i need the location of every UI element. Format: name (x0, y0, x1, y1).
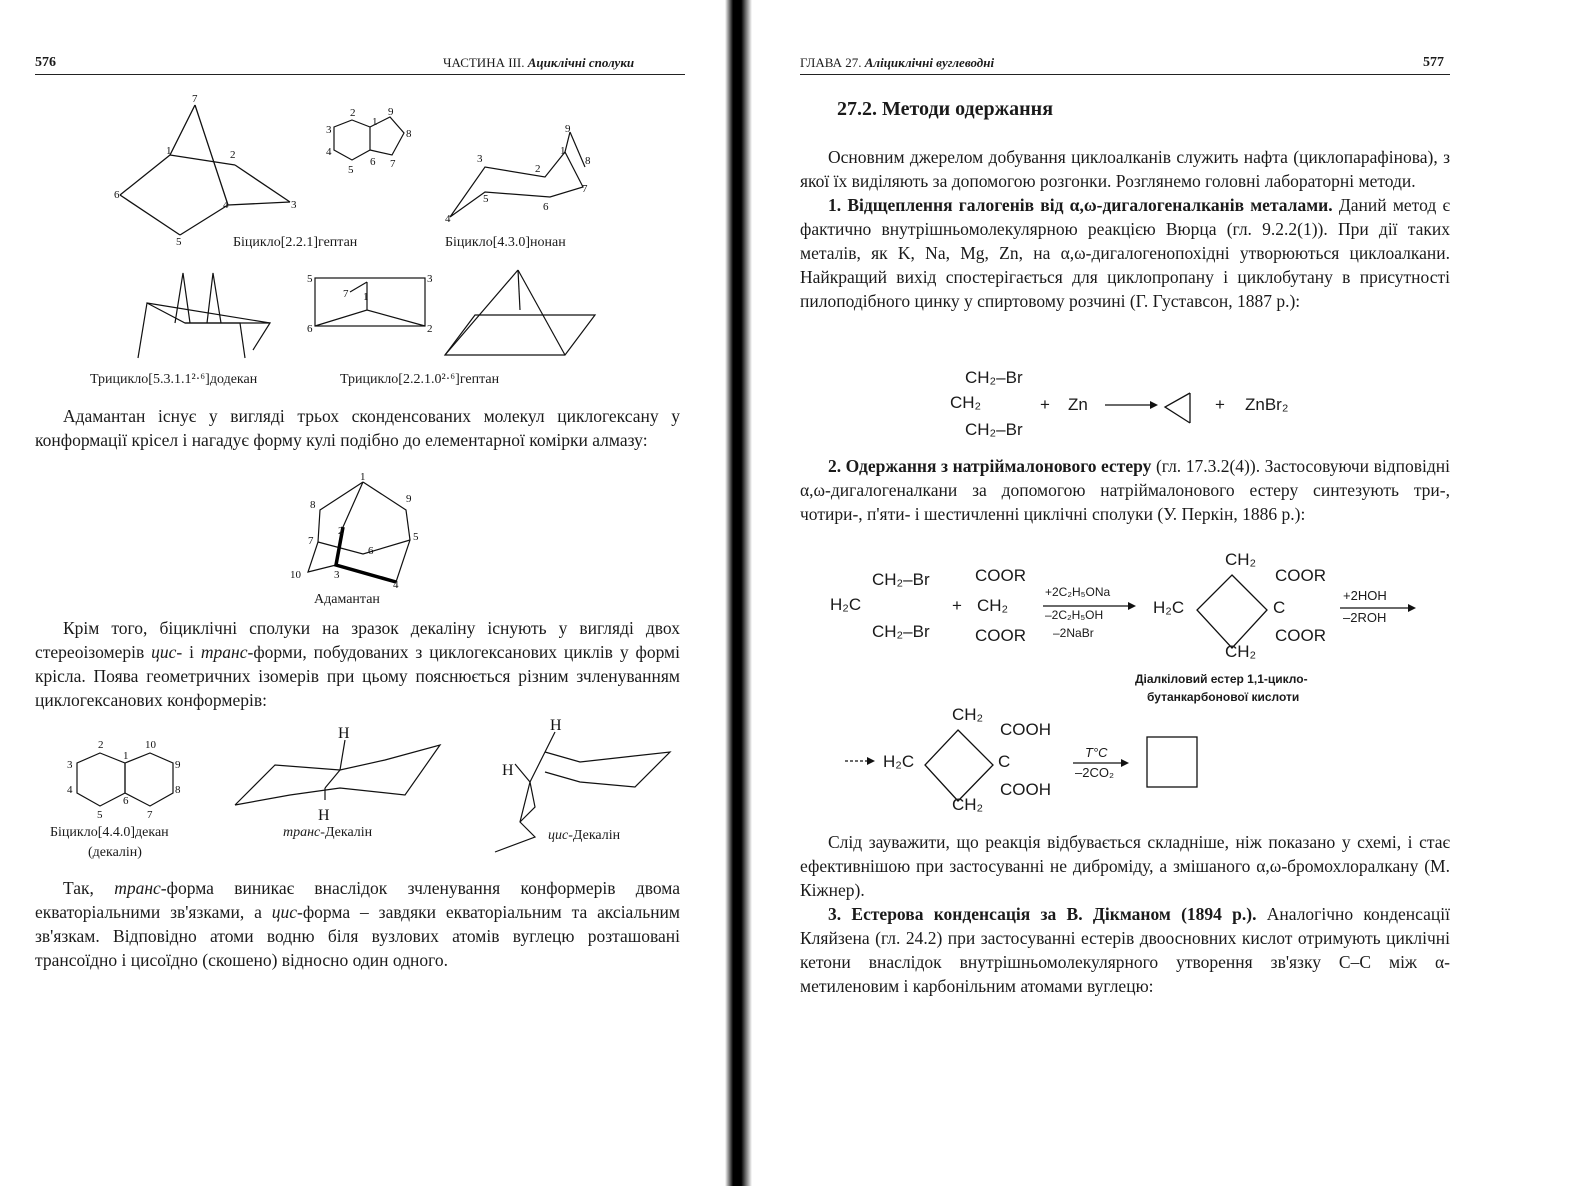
svg-text:7: 7 (390, 158, 396, 170)
para2-cis: цис- (151, 642, 183, 662)
r3-cooh-bottom: COOH (1000, 780, 1051, 799)
svg-text:7: 7 (343, 288, 349, 300)
running-header-left (443, 55, 634, 71)
r1-zinc: Zn (1068, 395, 1088, 414)
r2-plus: + (952, 596, 962, 615)
header-part-right: ГЛАВА 27. (800, 55, 862, 70)
r2-coor-bottom: COOR (975, 626, 1026, 645)
trans-prefix: транс (283, 825, 321, 840)
r2-ring-ch2-bottom: CH₂ (1225, 642, 1257, 661)
r1-plus-2: + (1215, 395, 1225, 414)
svg-text:5: 5 (176, 236, 182, 248)
r3-ch2-bottom: CH₂ (952, 795, 984, 814)
svg-text:3: 3 (334, 569, 340, 581)
svg-text:1: 1 (123, 750, 129, 762)
svg-text:3: 3 (67, 759, 73, 771)
r2-coor-top: COOR (975, 566, 1026, 585)
svg-text:H: H (318, 807, 330, 824)
svg-text:8: 8 (175, 784, 181, 796)
r2-ring-ch2-top: CH₂ (1225, 550, 1257, 569)
header-rule (35, 74, 685, 75)
r2-condition-bottom: –2NaBr (1053, 626, 1094, 640)
method3-title: 3. Естерова конденсація за В. Дікманом (1894 р.). (828, 904, 1257, 924)
r2-product-coor-top: COOR (1275, 566, 1326, 585)
label-cis-decalin (548, 828, 620, 844)
svg-text:7: 7 (147, 809, 153, 821)
label-trans-decalin (283, 825, 372, 841)
svg-text:H: H (502, 762, 514, 779)
para2-part-a: Крім того, біциклічні сполуки на зразок декаліну існують у вигляді двох стереоізомерів (35, 618, 680, 662)
svg-text:9: 9 (565, 123, 571, 135)
intro-block (800, 145, 1450, 313)
svg-text:8: 8 (406, 128, 412, 140)
label-adamantane: Адамантан (314, 592, 380, 607)
method1-title: 1. Відщеплення галогенів від α,ω-дигалогеналканів металами. (828, 195, 1333, 215)
r2-h2c: H₂C (830, 595, 862, 614)
paragraph-conformers (35, 876, 680, 972)
label-bicyclo221: Біцикло[2.2.1]гептан (233, 235, 358, 250)
para3-cis: цис (271, 902, 298, 922)
label-decalin-1: Біцикло[4.4.0]декан (50, 825, 169, 840)
svg-text:7: 7 (308, 535, 314, 547)
svg-text:3: 3 (291, 199, 297, 211)
label-tricyclo-heptane: Трицикло[2.2.1.0²·⁶]гептан (340, 372, 500, 387)
trans-rest: -Декалін (320, 825, 373, 840)
reaction-perkin (825, 550, 1445, 704)
bicyclononane-chair-structure (445, 122, 605, 227)
method1-text: Даний метод є фактично внутрішньомолекулярною реакцією Вюрца (гл. 9.2.2(1)). При дії таких металів, як K, Na, Mg, Zn, на α,ω-дигалогенопохідні утворюються циклоалкани. Найкращий вихід спостерігається для циклопропану і циклобутану в присутності пилоподібного цинку у спиртовому розчині (Г. Густавсон, 1887 р.): (800, 195, 1450, 311)
r2-hydrolysis-top: +2HOH (1343, 588, 1387, 603)
r3-c: C (998, 752, 1011, 771)
svg-text:H: H (338, 725, 350, 742)
trans-decalin-structure (230, 720, 445, 825)
r1-arrow-cyclopropane (1105, 393, 1215, 433)
r3-cyclobutane-ring (923, 725, 1003, 805)
svg-text:7: 7 (192, 93, 198, 105)
svg-text:3: 3 (427, 273, 433, 285)
method2-text: Застосовуючи відповідні α,ω-дигалогеналкани за допомогою натріймалонового естеру синтезують три-, чотири-, п'яти- і шестичленні циклічні сполуки (У. Перкін, 1886 р.): (800, 456, 1450, 524)
left-page (0, 0, 720, 1186)
r3-cooh-top: COOH (1000, 720, 1051, 739)
label-bicyclo430: Біцикло[4.3.0]нонан (445, 235, 566, 250)
header-title-right: Аліциклічні вуглеводні (864, 55, 995, 70)
tricycloheptane-square-structure (305, 270, 440, 340)
svg-text:1: 1 (166, 145, 172, 157)
para2-trans: транс (200, 642, 248, 662)
paragraph-adamantane-text: Адамантан існує у вигляді трьох сконденсованих молекул циклогексану у конформації крісел і нагадує форму кулі подібно до елементарної комірки алмазу: (35, 406, 680, 450)
right-page (755, 0, 1590, 1186)
r3-condition-top: T°C (1085, 745, 1108, 760)
r3-ch2-top: CH₂ (952, 705, 984, 724)
book-spine (725, 0, 752, 1186)
svg-text:10: 10 (145, 739, 156, 751)
r2-ch2br-bottom: CH₂–Br (872, 622, 930, 641)
r2-ch2br-top: CH₂–Br (872, 570, 930, 589)
svg-text:3: 3 (477, 153, 483, 165)
svg-text:6: 6 (114, 189, 120, 201)
svg-text:2: 2 (338, 525, 344, 537)
svg-text:8: 8 (310, 499, 316, 511)
para3-part-b: -форма виникає внаслідок зчленування конформерів двома екваторіальними зв'язками, а (35, 878, 680, 922)
r1-znbr2: ZnBr₂ (1245, 395, 1289, 414)
cyclobutane-product (1145, 735, 1201, 791)
svg-text:2: 2 (230, 149, 236, 161)
svg-text:6: 6 (123, 795, 129, 807)
ester-caption-1: Діалкіловий естер 1,1-цикло- (1135, 672, 1308, 686)
decalin-2d-structure (65, 738, 195, 823)
r1-ch2br-bottom: CH₂–Br (965, 420, 1023, 439)
r3-condition-bottom: –2CO₂ (1075, 765, 1115, 780)
svg-text:1: 1 (360, 471, 366, 483)
ester-caption-2: бутанкарбонової кислоти (1147, 690, 1300, 704)
svg-text:9: 9 (406, 493, 412, 505)
svg-text:1: 1 (560, 145, 566, 157)
header-rule-right (800, 74, 1450, 75)
svg-text:2: 2 (427, 323, 433, 335)
svg-text:4: 4 (223, 199, 229, 211)
svg-text:6: 6 (370, 156, 376, 168)
svg-text:4: 4 (445, 213, 451, 225)
svg-text:5: 5 (97, 809, 103, 821)
paragraph-decalin (35, 616, 680, 712)
r2-condition-top: +2C₂H₅ONa (1045, 585, 1111, 599)
label-decalin-2: (декалін) (88, 845, 142, 860)
r1-plus-1: + (1040, 395, 1050, 414)
svg-text:4: 4 (393, 579, 399, 591)
para3-part-a: Так, (63, 878, 115, 898)
svg-text:5: 5 (413, 531, 419, 543)
reaction-gustavson (945, 368, 1345, 443)
tricycloheptane-3d-structure (440, 265, 600, 360)
r2-ch2: CH₂ (977, 596, 1009, 615)
para3-part-c: -форма – завдяки екваторіальним та аксіальним зв'язкам. Відповідно атоми водню біля вузлових атомів вуглецю розташовані трансоїдно і цисоїдно (скошено) відносно один одного. (35, 902, 680, 970)
svg-text:5: 5 (483, 193, 489, 205)
svg-text:2: 2 (535, 163, 541, 175)
r2-condition-mid: –2C₂H₅OH (1045, 608, 1104, 622)
svg-text:2: 2 (98, 739, 104, 751)
r2-ring-h2c: H₂C (1153, 598, 1185, 617)
svg-text:4: 4 (326, 146, 332, 158)
page-number-left: 576 (35, 55, 56, 70)
r1-ch2br-top: CH₂–Br (965, 368, 1023, 387)
method2-ref: (гл. 17.3.2(4)). (1151, 456, 1261, 476)
svg-text:1: 1 (363, 291, 369, 303)
svg-text:1: 1 (372, 116, 378, 128)
bicycloheptane-structure (110, 90, 310, 250)
reaction-decarboxylation (845, 705, 1265, 820)
header-title: Ациклічні сполуки (527, 55, 635, 70)
svg-text:H: H (550, 717, 562, 734)
svg-text:5: 5 (307, 273, 313, 285)
r1-ch2: CH₂ (950, 393, 982, 412)
method3-text: Аналогічно конденсації Кляйзена (гл. 24.2) при застосуванні естерів двоосновних кислот отримують циклічні кетони внаслідок внутрішньомолекулярного утворення зв'язку С–С між α-метиленовим і карбонільним атомами вуглецю: (800, 904, 1450, 996)
svg-text:3: 3 (326, 124, 332, 136)
adamantane-structure (288, 472, 428, 590)
svg-text:5: 5 (348, 164, 354, 176)
section-title: 27.2. Методи одержання (837, 98, 1054, 120)
svg-text:9: 9 (388, 106, 394, 118)
tricyclododecane-structure (135, 268, 280, 363)
svg-text:4: 4 (67, 784, 73, 796)
cis-rest: -Декалін (568, 828, 621, 843)
intro-text: Основним джерелом добування циклоалканів служить нафта (циклопарафінова), з якої їх виділяють за допомогою розгонки. Розглянемо головні лабораторні методи. (800, 147, 1450, 191)
para2-part-b: і (182, 642, 201, 662)
svg-text:6: 6 (368, 545, 374, 557)
page-number-right: 577 (1423, 55, 1444, 70)
cis-prefix: цис (548, 828, 569, 843)
r2-product-coor-bottom: COOR (1275, 626, 1326, 645)
after-text: Слід зауважити, що реакція відбувається складніше, ніж показано у схемі, і стає ефективнішою при застосуванні не диброміду, а змішаного α,ω-бромохлоралкану (М. Кіжнер). (800, 832, 1450, 900)
final-block (800, 830, 1450, 998)
svg-text:2: 2 (350, 107, 356, 119)
svg-text:10: 10 (290, 569, 301, 581)
svg-text:8: 8 (585, 155, 591, 167)
r3-arrow-in (845, 757, 880, 765)
method2-title: 2. Одержання з натріймалонового естеру (828, 456, 1152, 476)
svg-text:7: 7 (582, 183, 588, 195)
paragraph-adamantane (35, 404, 680, 452)
hydrindane-structure (322, 105, 422, 180)
para2-part-c: -форми, побудованих з циклогексанових циклів у формі крісла. Поява геометричних ізомерів при цьому пояснюється різним зчленуванням циклогексанових конформерів: (35, 642, 680, 710)
label-tricyclo-dodecane: Трицикло[5.3.1.1²·⁶]додекан (90, 372, 258, 387)
svg-text:9: 9 (175, 759, 181, 771)
para3-trans: транс (114, 878, 161, 898)
method2-block (800, 454, 1450, 526)
svg-text:6: 6 (307, 323, 313, 335)
svg-text:6: 6 (543, 201, 549, 213)
r2-hydrolysis-bottom: –2ROH (1343, 610, 1387, 625)
r3-h2c: H₂C (883, 752, 915, 771)
r2-ring-c: C (1273, 598, 1286, 617)
header-part: ЧАСТИНА ІІІ. (443, 55, 525, 70)
running-header-right (800, 55, 994, 71)
